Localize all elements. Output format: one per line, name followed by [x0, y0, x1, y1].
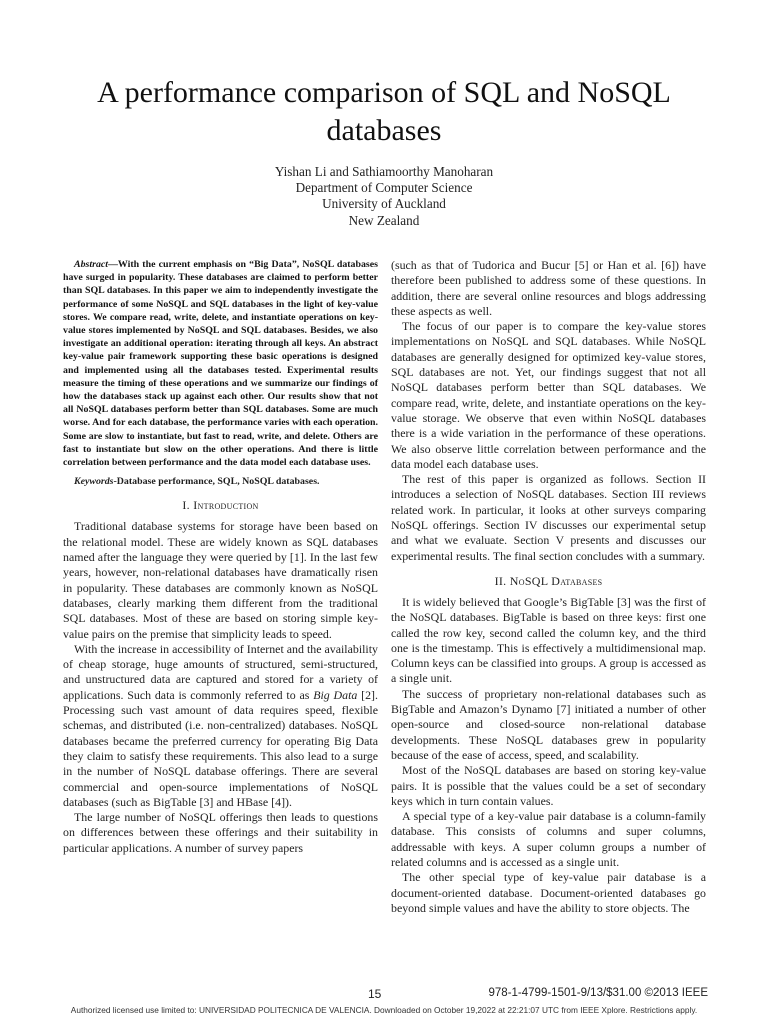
- paper-title: A performance comparison of SQL and NoSQL databases: [97, 76, 671, 147]
- license-notice: Authorized licensed use limited to: UNIVERSIDAD POLITECNICA DE VALENCIA. Downloaded on October 19,2022 at 22:21:07 UTC from IEEE Xplore. Restrictions apply.: [70, 1005, 698, 1015]
- paragraph: The large number of NoSQL offerings then leads to questions on differences between these offerings and their suitability in particular applications. A number of survey papers: [63, 810, 378, 855]
- author-department: Department of Computer Science: [295, 180, 473, 196]
- abstract-text: —With the current emphasis on “Big Data”, NoSQL databases have surged in popularity. These databases are claimed to perform better than SQL databases. In this paper we aim to independently investigate the performance of some NoSQL and SQL databases in the light of key-value stores. We compare read, write, delete, and instantiate operations on key-value stores implemented by NoSQL and SQL databases. Besides, we also investigate an additional operation: iterating through all keys. An abstract key-value pair framework supporting these basic operations is designed and implemented using all the databases tested. Experimental results measure the timing of these operations and we summarize our findings of how the databases stack up against each other. Our results show that not all NoSQL databases perform better than SQL databases. Some are much worse. And for each database, the performance varies with each operation. Some are slow to instantiate, but fast to read, write, and delete. Others are fast to instantiate but slow on the other operations. And there is little correlation between performance and the data model each database uses.: [63, 259, 378, 469]
- page-number: 15: [368, 987, 382, 1001]
- section-title: NoSQL Databases: [509, 573, 603, 588]
- paragraph: The rest of this paper is organized as follows. Section II introduces a selection of NoSQL databases. Section III reviews related work. In particular, it looks at other surveys comparing NoSQL offerings. Section IV discusses our experimental setup and what we evaluate. Section V presents and discusses our experimental results. The final section concludes with a summary.: [391, 472, 706, 563]
- paragraph: [63, 642, 378, 810]
- paragraph: (such as that of Tudorica and Bucur [5] or Han et al. [6]) have therefore been published to address some of these questions. In addition, there are several online resources and blogs addressing these aspects as well.: [391, 258, 706, 318]
- section-number: II.: [494, 573, 507, 588]
- abstract: [63, 258, 378, 469]
- author-country: New Zealand: [348, 212, 420, 228]
- paragraph: A special type of a key-value pair database is a column-family database. This consists of columns and super columns, addressable with keys. A super column groups a number of related columns and is accessed as a single unit.: [391, 809, 706, 869]
- paragraph: The focus of our paper is to compare the key-value stores implementations on NoSQL and SQL databases. While NoSQL databases are generally designed for optimized key-value stores, SQL databases are not. Yet, our findings suggest that not all NoSQL databases perform better than SQL databases. We compare read, write, delete, and instantiate operations on the key-value storage. We observe that even within NoSQL databases there is a wide variation in the performance of these operations. We also observe little correlation between performance and the data model each database uses.: [391, 319, 706, 471]
- paragraph: The other special type of key-value pair database is a document-oriented database. Document-oriented databases go beyond simple values and have the ability to store objects. The: [391, 870, 706, 915]
- author-university: University of Auckland: [322, 196, 446, 212]
- isbn-copyright: 978-1-4799-1501-9/13/$31.00 ©2013 IEEE: [488, 987, 708, 999]
- paragraph: The success of proprietary non-relational databases such as BigTable and Amazon’s Dynamo [7] initiated a number of other open-source and closed-source non-relational database developments. These NoSQL databases grew in popularity because of the ease of access, speed, and scalability.: [391, 686, 706, 762]
- keywords-text: -Database performance, SQL, NoSQL databases.: [113, 476, 320, 488]
- section-title: Introduction: [193, 498, 259, 513]
- keywords: [63, 475, 378, 488]
- section-heading-nosql: [391, 574, 706, 589]
- section-heading-introduction: [63, 498, 378, 513]
- paragraph-text: [2]. Processing such vast amount of data requires speed, flexible schemas, and distributed (i.e. non-centralized) databases. NoSQL databases became the preferred currency for operating Big Data they claim to satisfy these requirements. This also lead to a surge in the number of NoSQL database offerings. There are several commercial and open-source implementations of NoSQL databases (such as BigTable [3] and HBase [4]).: [63, 687, 378, 809]
- author-block: [40, 164, 728, 229]
- keywords-label: Keywords: [74, 476, 114, 488]
- paragraph: Traditional database systems for storage have been based on the relational model. These are widely known as SQL databases named after the language they were queried by [1]. In the last few years, however, non-relational databases have dramatically risen in popularity. These databases are commonly known as NoSQL databases, clearly marking them different from the traditional SQL databases. Most of these are based on storing simple key-value pairs on the premise that simplicity leads to speed.: [63, 519, 378, 641]
- paragraph-emphasis: Big Data: [313, 687, 358, 702]
- paragraph: It is widely believed that Google’s BigTable [3] was the first of the NoSQL databases. BigTable is based on three keys: first one called the row key, second called the column key, and the third one is the timestamp. This is effectively a multidimensional map. Column keys can be classified into groups. A group is accessed as a single unit.: [391, 594, 706, 686]
- right-column: [391, 258, 706, 916]
- section-number: I.: [182, 498, 190, 513]
- left-column: [63, 258, 378, 856]
- paragraph: Most of the NoSQL databases are based on storing key-value pairs. It is possible that the values could be a set of secondary keys which in turn contain values.: [391, 763, 706, 808]
- abstract-label: Abstract: [74, 259, 109, 270]
- paragraph-text: With the increase in accessibility of Internet and the availability of cheap storage, huge amounts of structured, semi-structured, and unstructured data are captured and stored for a variety of applications. Such data is commonly referred to as: [63, 641, 378, 702]
- author-names: Yishan Li and Sathiamoorthy Manoharan: [274, 164, 494, 179]
